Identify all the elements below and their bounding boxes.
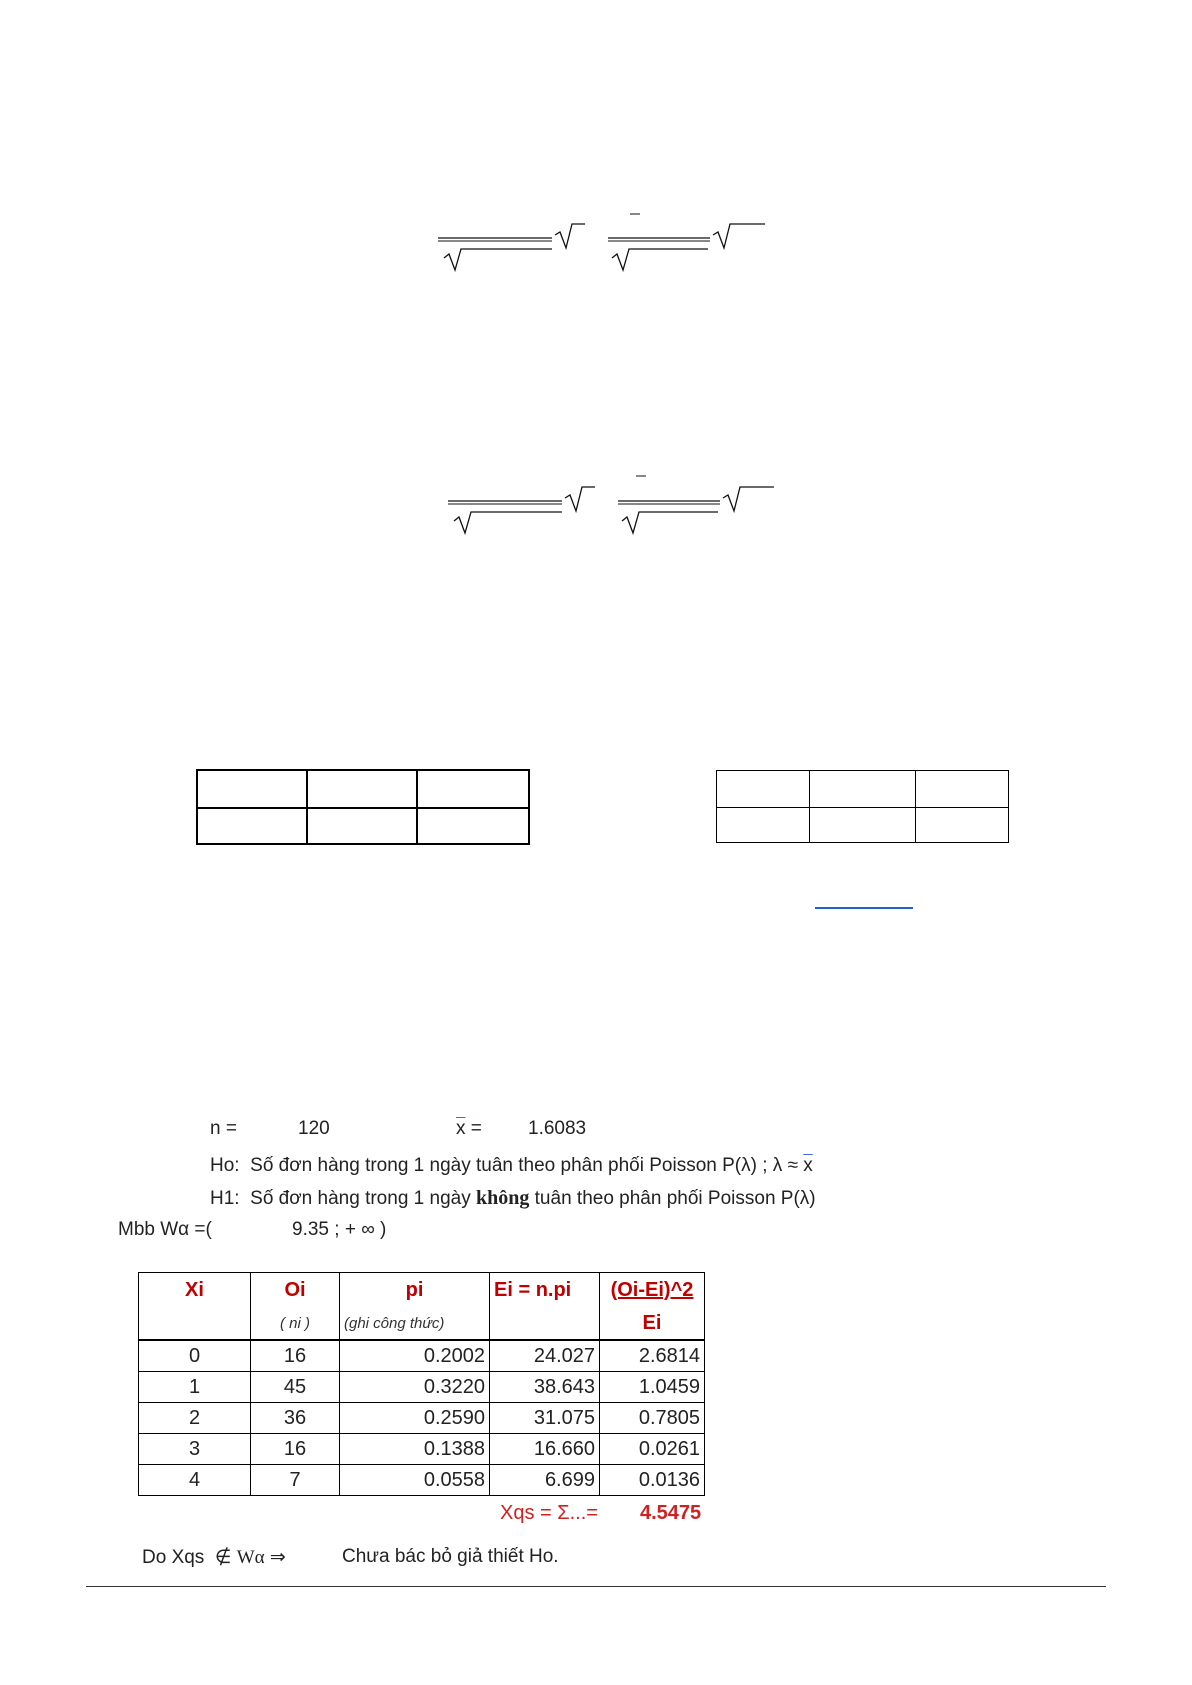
cell-oi: 36: [251, 1403, 340, 1434]
table-cell: [417, 770, 529, 808]
total-value: 4.5475: [640, 1502, 702, 1524]
mbb-line: [118, 1219, 212, 1241]
mean-equals: =: [470, 1118, 482, 1139]
table-subheader-row: [139, 1307, 705, 1340]
cell-oi: 16: [251, 1340, 340, 1372]
cell-oi: 16: [251, 1434, 340, 1465]
cell-oi: 45: [251, 1372, 340, 1403]
conclusion-line: [142, 1546, 286, 1569]
cell-xi: 4: [139, 1465, 251, 1496]
table-cell: [307, 770, 417, 808]
table-cell: [197, 808, 307, 844]
cell-xi: 1: [139, 1372, 251, 1403]
subheader-xi: [139, 1307, 251, 1340]
header-oi: Oi: [251, 1273, 340, 1308]
table-cell: [717, 771, 810, 808]
not-in-symbol: ∉: [214, 1547, 232, 1568]
formula-fragment-2: [440, 468, 780, 538]
h1-text-bold: không: [476, 1187, 530, 1209]
conclusion-prefix: Do Xqs: [142, 1547, 205, 1568]
table-row: [197, 808, 529, 844]
cell-ei: 24.027: [490, 1340, 600, 1372]
table-row: [139, 1372, 705, 1403]
empty-table-right: [716, 770, 1009, 843]
mbb-value-line: [292, 1219, 386, 1241]
table-cell: [197, 770, 307, 808]
cell-ei: 38.643: [490, 1372, 600, 1403]
table-cell: [307, 808, 417, 844]
cell-q: 2.6814: [600, 1340, 705, 1372]
h0-label: Ho:: [210, 1155, 240, 1176]
w-alpha: Wα: [236, 1547, 265, 1568]
cell-q: 1.0459: [600, 1372, 705, 1403]
header-xi: Xi: [139, 1273, 251, 1308]
cell-xi: 2: [139, 1403, 251, 1434]
table-row: [139, 1465, 705, 1496]
h1-text-after: tuân theo phân phối Poisson P(λ): [534, 1188, 816, 1209]
header-q-top: (Oi-Ei)^2: [600, 1273, 705, 1308]
cell-xi: 0: [139, 1340, 251, 1372]
table-cell: [810, 808, 916, 843]
h0-text: Số đơn hàng trong 1 ngày tuân theo phân phối Poisson P(λ) ; λ ≈: [250, 1155, 804, 1176]
cell-q: 0.7805: [600, 1403, 705, 1434]
cell-q: 0.0136: [600, 1465, 705, 1496]
n-label: n =: [210, 1118, 237, 1139]
table-cell: [916, 808, 1009, 843]
header-q-bottom: Ei: [600, 1307, 705, 1340]
cell-oi: 7: [251, 1465, 340, 1496]
table-cell: [810, 771, 916, 808]
total-label: Xqs = Σ...=: [500, 1502, 598, 1524]
mbb-suffix: ; + ∞ ): [334, 1219, 387, 1240]
table-cell: [916, 771, 1009, 808]
header-ei: Ei = n.pi: [490, 1273, 600, 1308]
conclusion-text: Chưa bác bỏ giả thiết Ho.: [342, 1546, 559, 1567]
cell-ei: 6.699: [490, 1465, 600, 1496]
subheader-ei: [490, 1307, 600, 1340]
header-pi: pi: [340, 1273, 490, 1308]
formula-fragment-1: [430, 205, 770, 275]
cell-ei: 16.660: [490, 1434, 600, 1465]
mean-symbol: $\overline{x}$: [456, 1118, 466, 1139]
link-underline[interactable]: [815, 907, 913, 909]
h1-text-before: Số đơn hàng trong 1 ngày: [250, 1188, 471, 1209]
cell-pi: 0.2002: [340, 1340, 490, 1372]
empty-table-left: [196, 769, 530, 845]
subheader-pi: (ghi công thức): [340, 1307, 490, 1340]
h0-line: [210, 1155, 813, 1177]
chi-square-table: [138, 1272, 705, 1496]
mean-value: 1.6083: [528, 1118, 587, 1139]
n-value: 120: [298, 1118, 330, 1139]
subheader-oi: ( ni ): [251, 1307, 340, 1340]
table-row: [717, 771, 1009, 808]
implies-symbol: ⇒: [269, 1547, 286, 1568]
table-row: [139, 1403, 705, 1434]
n-line: [210, 1118, 237, 1140]
table-row: [139, 1340, 705, 1372]
table-cell: [417, 808, 529, 844]
mean-line: [456, 1118, 482, 1140]
h1-label: H1:: [210, 1188, 240, 1209]
cell-pi: 0.1388: [340, 1434, 490, 1465]
table-row: [197, 770, 529, 808]
cell-pi: 0.0558: [340, 1465, 490, 1496]
cell-q: 0.0261: [600, 1434, 705, 1465]
cell-xi: 3: [139, 1434, 251, 1465]
bottom-rule: [86, 1586, 1106, 1587]
mbb-value: 9.35: [292, 1219, 329, 1240]
table-row: [139, 1434, 705, 1465]
table-header-row: [139, 1273, 705, 1308]
cell-ei: 31.075: [490, 1403, 600, 1434]
table-row: [717, 808, 1009, 843]
mbb-prefix: Mbb Wα =(: [118, 1219, 212, 1240]
h0-symbol: $\overline{x}$: [803, 1155, 813, 1176]
table-cell: [717, 808, 810, 843]
cell-pi: 0.3220: [340, 1372, 490, 1403]
cell-pi: 0.2590: [340, 1403, 490, 1434]
h1-line: [210, 1187, 816, 1210]
